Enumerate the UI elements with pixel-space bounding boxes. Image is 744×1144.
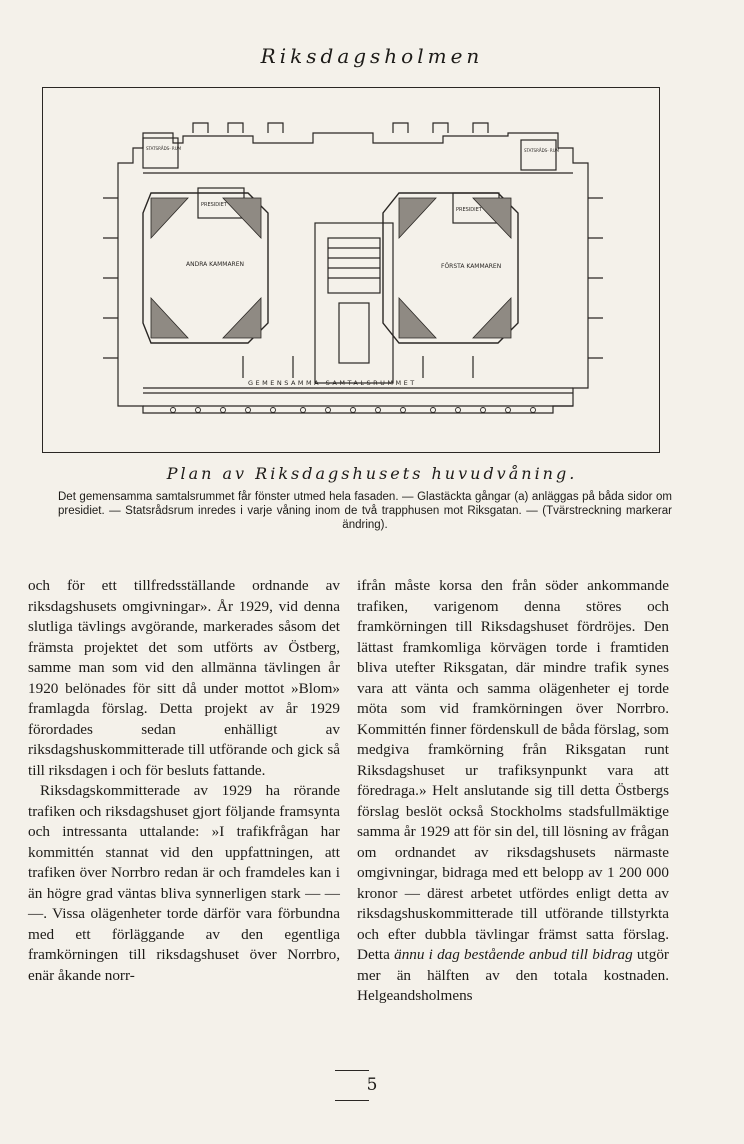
paragraph [357,576,669,1007]
label-forsta-kammaren: FÖRSTA KAMMAREN [441,263,502,270]
page-number: 5 [366,1075,378,1095]
paragraph: Riksdagskommitterade av 1929 ha rörande trafiken och riksdagshuset gjort följande framsynta och intressanta uttalande: »I trafikfrågan har kommittén stannat vid den uppfattningen, att trafiken över Norrbro redan är och framdeles kan i än högre grad väntas bliva synnerligen stark — — —. Vissa olägenheter torde därför vara förbundna med ett förläggande av den egentliga framkörningen till riksdagshuset över Norrbro, enär åkande norr- [28,782,340,984]
floor-plan-figure [42,87,660,453]
body-column-right [357,576,669,1007]
figure-caption: Det gemensamma samtalsrummet får fönster utmed hela fasaden. — Glastäckta gångar (a) anläggas på båda sidor om presidiet. — Statsrådsrum inredes i varje våning inom de två trapphusen mot Riksgatan. — (Tvärstreckning markerar ändring). [58,491,672,531]
page-number-rule-bottom [335,1100,369,1101]
paragraph: och för ett tillfredsställande ordnande av riksdagshusets omgivningar». År 1929, vid denna slutliga tävlings avgörande, markerades såsom det främsta projektet det som utförts av Östberg, samme man som vid den allmänna tävlingen år 1920 belönades för sitt då under mottot »Blom» framlagda förslag. Detta projekt av år 1929 förordades sedan enhälligt av riksdagshuskommitterade till utförande och gick så till riksdagen i och för besluts fattande. [28,577,340,779]
running-title: Riksdagsholmen [260,44,484,68]
text-run: utgör mer än hälften av den totala kostnaden. Helgeandsholmens [357,946,669,1004]
floor-plan-drawing [43,88,661,454]
text-run: ifrån måste korsa den från söder ankommande trafiken, varigenom denna störes och framkörningen till Riksdagshuset fördröjes. Den lättast framkomliga körvägen torde i framtiden bliva utefter Riksgatan, där mindre trafik synes vara att vänta och samma olägenheter ej torde möta som vid framkörningen över Norrbro. Kommittén finner fördenskull de båda förslag, som medgiva framkörning från Riksgatan runt Riksdagshuset ur trafiksynpunkt vara att föredraga.» Helt anslutande sig till detta Östbergs förslag beslöt också Stockholms stadsfullmäktige samma år 1929 att för sin del, till lösning av frågan om ordnandet av riksdagshusets närmaste omgivningar, bidraga med ett belopp av 1 200 000 kronor — därest arbetet utfördes enligt detta av riksdagshuskommitterade till utförande tillstyrkta och efter dubbla tävlingar främst satta förslag. Detta [357,577,669,963]
label-samtalsrummet: GEMENSAMMA SAMTALSRUMMET [248,379,417,387]
label-presidiet-left: PRESIDIET [201,202,227,208]
label-statsrad-right: STATSRÅDS- RUM [524,148,560,153]
figure-title: Plan av Riksdagshusets huvudvåning. [166,464,578,483]
label-presidiet-right: PRESIDIET [456,207,482,213]
label-statsrad-left: STATSRÅDS- RUM [146,146,182,151]
body-column-left [28,576,340,986]
label-andra-kammaren: ANDRA KAMMAREN [186,261,244,268]
page-number-rule-top [335,1070,369,1071]
italic-phrase: ännu i dag bestående anbud till bidrag [394,946,633,963]
